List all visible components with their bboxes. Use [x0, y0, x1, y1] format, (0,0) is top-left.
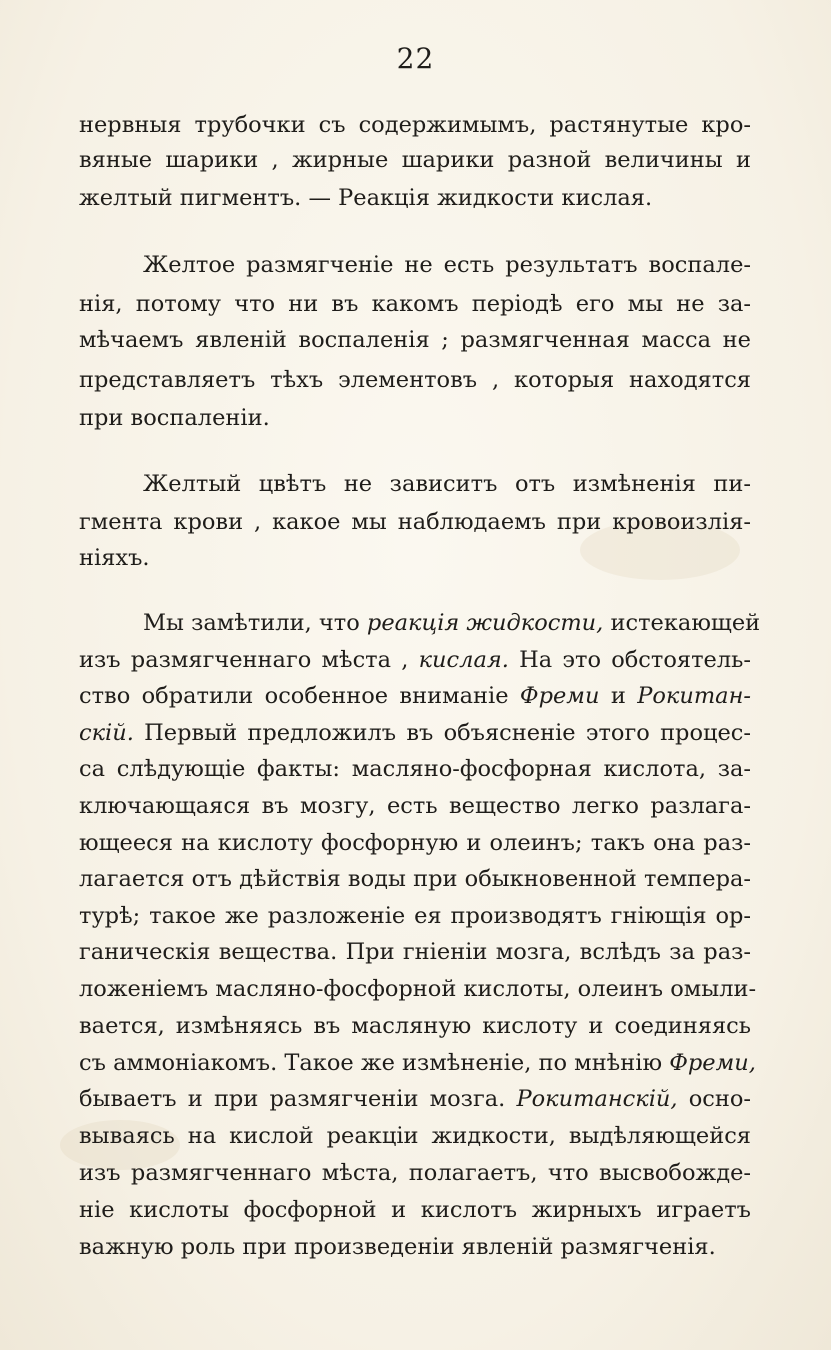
page-number: 22	[396, 42, 435, 75]
text-span: при воспаленіи.	[79, 405, 270, 431]
text-line	[79, 287, 751, 322]
text-line	[79, 1046, 756, 1081]
italic-text: Рокитан-	[637, 683, 751, 709]
text-span: нервныя трубочки съ содержимымъ, растянутые кро-	[79, 112, 751, 138]
text-line	[79, 401, 751, 436]
text-line	[79, 143, 751, 178]
text-span: съ аммоніакомъ. Такое же измѣненіе, по мнѣнію	[79, 1050, 670, 1076]
text-line	[79, 541, 751, 576]
text-span: истекающей	[603, 610, 761, 636]
text-span: вается, измѣняясь въ масляную кислоту и соединяясь	[79, 1013, 751, 1039]
text-line	[79, 108, 751, 143]
text-line	[143, 467, 751, 502]
text-span: осно-	[677, 1086, 751, 1112]
text-span: ключающаяся въ мозгу, есть вещество легко разлага-	[79, 793, 751, 819]
text-line	[79, 826, 751, 861]
text-line	[79, 1230, 751, 1265]
text-span: ющееся на кислоту фосфорную и олеинъ; такъ она раз-	[79, 830, 751, 856]
text-span: ство обратили особенное вниманіе	[79, 683, 520, 709]
text-line	[79, 643, 751, 678]
text-line	[79, 181, 751, 216]
italic-text: кислая.	[418, 647, 509, 673]
text-span: На это обстоятель-	[508, 647, 751, 673]
text-span: Первый предложилъ въ объясненіе этого процес-	[133, 720, 751, 746]
italic-text: Фреми,	[669, 1050, 756, 1076]
text-line	[79, 1156, 751, 1191]
text-span: гмента крови , какое мы наблюдаемъ при кровоизлія-	[79, 509, 751, 535]
text-span: бываетъ и при размягченіи мозга.	[79, 1086, 517, 1112]
text-line	[143, 248, 751, 283]
text-span: ніяхъ.	[79, 545, 150, 571]
text-line	[79, 1119, 751, 1154]
text-span: лагается отъ дѣйствія воды при обыкновенной темпера-	[79, 866, 751, 892]
text-span: и	[599, 683, 638, 709]
text-line	[79, 679, 751, 714]
text-line	[79, 752, 751, 787]
text-span: ложеніемъ масляно-фосфорной кислоты, олеинъ омыли-	[79, 976, 757, 1002]
text-line	[79, 1193, 751, 1228]
text-span: нія, потому что ни въ какомъ періодѣ его мы не за-	[79, 291, 751, 317]
text-line	[79, 899, 751, 934]
text-span: ніе кислоты фосфорной и кислотъ жирныхъ играетъ	[79, 1197, 751, 1223]
text-line	[79, 935, 751, 970]
italic-text: Рокитанскій,	[516, 1086, 678, 1112]
text-span: Желтое размягченіе не есть результатъ воспале-	[143, 252, 751, 278]
text-line	[79, 1009, 751, 1044]
text-line	[79, 972, 757, 1007]
text-span: турѣ; такое же разложеніе ея производятъ гніющія ор-	[79, 903, 751, 929]
text-span: Желтый цвѣтъ не зависитъ отъ измѣненія пи-	[143, 471, 751, 497]
text-span: ганическія вещества. При гніеніи мозга, вслѣдъ за раз-	[79, 939, 751, 965]
italic-text: Фреми	[519, 683, 600, 709]
text-line	[79, 323, 751, 358]
italic-text: скій.	[79, 720, 134, 746]
italic-text: реакція жидкости,	[366, 610, 604, 636]
text-span: изъ размягченнаго мѣста, полагаетъ, что высвобожде-	[79, 1160, 751, 1186]
text-line	[143, 606, 761, 641]
text-line	[79, 363, 751, 398]
text-span: Мы замѣтили, что	[143, 610, 367, 636]
text-line	[79, 1082, 751, 1117]
text-span: вяные шарики , жирные шарики разной величины и	[79, 147, 751, 173]
text-line	[79, 505, 751, 540]
text-span: желтый пигментъ. — Реакція жидкости кислая.	[79, 185, 653, 211]
text-span: представляетъ тѣхъ элементовъ , которыя находятся	[79, 367, 751, 393]
text-span: важную роль при произведеніи явленій размягченія.	[79, 1234, 716, 1260]
text-line	[79, 789, 751, 824]
text-span: вываясь на кислой реакціи жидкости, выдѣляющейся	[79, 1123, 751, 1149]
text-span: мѣчаемъ явленій воспаленія ; размягченная масса не	[79, 327, 751, 353]
text-span: са слѣдующіе факты: масляно-фосфорная кислота, за-	[79, 756, 751, 782]
text-span: изъ размягченнаго мѣста ,	[79, 647, 419, 673]
text-line	[79, 862, 751, 897]
text-line	[79, 716, 751, 751]
